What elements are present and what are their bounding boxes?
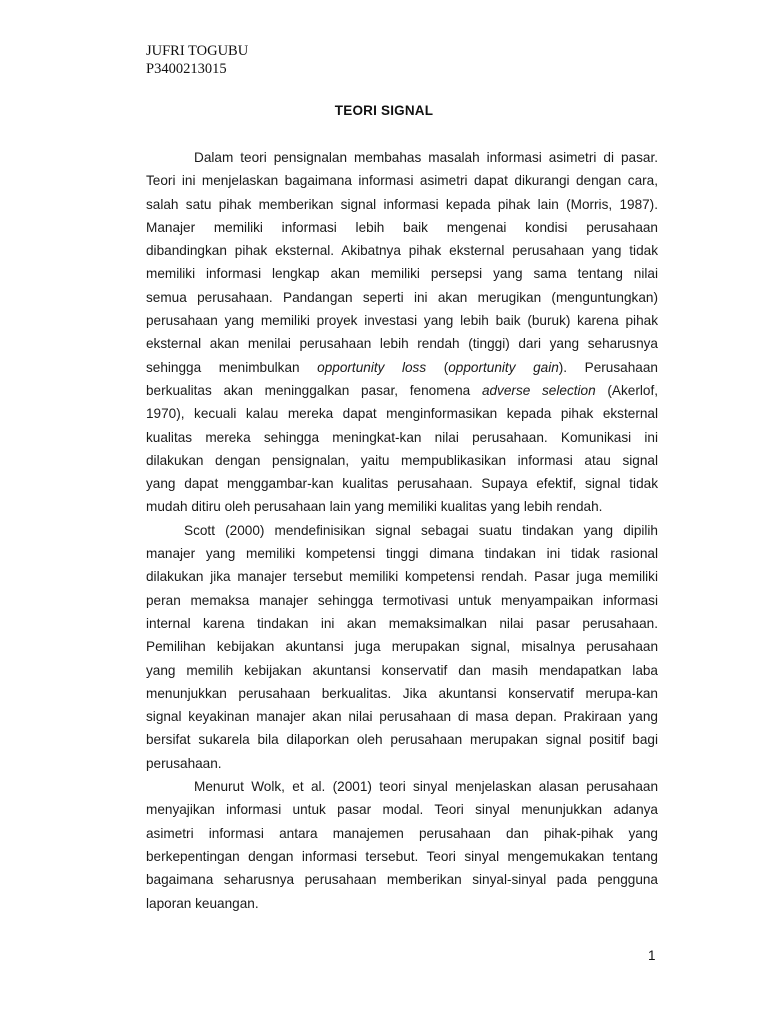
paragraph-line: bersifat sukarela bila dilaporkan oleh perusahaan merupakan signal positif bagi xyxy=(146,732,658,748)
paragraph-line: Manajer memiliki informasi lebih baik mengenai kondisi perusahaan xyxy=(146,219,658,235)
paragraph-line-italic-terms xyxy=(146,356,658,379)
line-text: sehingga menimbulkan xyxy=(146,359,318,375)
paragraph-line: kualitas mereka sehingga meningkat-kan nilai perusahaan. Komunikasi ini xyxy=(146,429,658,445)
paragraph-line: asimetri informasi antara manajemen perusahaan dan pihak-pihak yang xyxy=(146,825,658,841)
line-text: ( xyxy=(426,359,449,375)
paragraph-line: yang memilih kebijakan akuntansi konservatif dan masih mendapatkan laba xyxy=(146,662,658,678)
author-name: JUFRI TOGUBU xyxy=(146,43,249,59)
paragraph-line: Pemilihan kebijakan akuntansi juga merupakan signal, misalnya perusahaan xyxy=(146,639,658,655)
page-number: 1 xyxy=(648,948,656,963)
paragraph-line: internal karena tindakan ini akan memaksimalkan nilai pasar perusahaan. xyxy=(146,615,658,631)
paragraph-line: semua perusahaan. Pandangan seperti ini akan merugikan (menguntungkan) xyxy=(146,289,658,305)
paragraph-line: Dalam teori pensignalan membahas masalah informasi asimetri di pasar. xyxy=(194,150,658,165)
paragraph-line: signal keyakinan manajer akan nilai perusahaan di masa depan. Prakiraan yang xyxy=(146,709,658,725)
document-body xyxy=(146,146,658,915)
paragraph-line: dilakukan dengan pensignalan, yaitu mempublikasikan informasi atau signal xyxy=(146,452,658,468)
paragraph-line-italic-terms xyxy=(146,379,658,402)
paragraph-line: mudah ditiru oleh perusahaan lain yang memiliki kualitas yang lebih rendah. xyxy=(146,499,603,515)
paragraph-line: salah satu pihak memberikan signal informasi kepada pihak lain (Morris, 1987). xyxy=(146,196,658,212)
line-text: (Akerlof, xyxy=(595,382,658,398)
paragraph-1 xyxy=(146,146,658,519)
paragraph-line: perusahaan yang memiliki proyek investasi yang lebih baik (buruk) karena pihak xyxy=(146,313,658,329)
paragraph-line: 1970), kecuali kalau mereka dapat menginformasikan kepada pihak eksternal xyxy=(146,406,658,422)
italic-term: opportunity gain xyxy=(448,359,559,375)
line-text: ). Perusahaan xyxy=(558,359,658,375)
page-title: TEORI SIGNAL xyxy=(334,103,434,118)
paragraph-line: laporan keuangan. xyxy=(146,895,259,911)
paragraph-line: dilakukan jika manajer tersebut memiliki kompetensi rendah. Pasar juga memiliki xyxy=(146,569,658,585)
paragraph-line: bagaimana seharusnya perusahaan memberikan sinyal-sinyal pada pengguna xyxy=(146,872,658,888)
paragraph-line: Scott (2000) mendefinisikan signal sebagai suatu tindakan yang dipilih xyxy=(184,522,658,538)
italic-term: opportunity loss xyxy=(317,359,427,375)
paragraph-line: berkepentingan dengan informasi tersebut. Teori sinyal mengemukakan tentang xyxy=(146,848,658,864)
paragraph-line: manajer yang memiliki kompetensi tinggi dimana tindakan ini tidak rasional xyxy=(146,546,658,562)
paragraph-line: Menurut Wolk, et al. (2001) teori sinyal menjelaskan alasan perusahaan xyxy=(194,779,658,795)
paragraph-line: yang dapat menggambar-kan kualitas perusahaan. Supaya efektif, signal tidak xyxy=(146,476,658,492)
paragraph-line: peran memaksa manajer sehingga termotivasi untuk menyampaikan informasi xyxy=(146,592,658,608)
paragraph-line: eksternal akan menilai perusahaan lebih rendah (tinggi) dari yang seharusnya xyxy=(146,336,658,352)
line-text: berkualitas akan meninggalkan pasar, fenomena xyxy=(146,382,482,398)
document-header xyxy=(146,42,248,78)
paragraph-line: menunjukkan perusahaan berkualitas. Jika akuntansi konservatif merupa-kan xyxy=(146,685,658,701)
paragraph-line: menyajikan informasi untuk pasar modal. Teori sinyal menunjukkan adanya xyxy=(146,802,658,818)
italic-term: adverse selection xyxy=(481,382,596,398)
paragraph-line: memiliki informasi lengkap akan memiliki persepsi yang sama tentang nilai xyxy=(146,266,658,282)
paragraph-line: dibandingkan pihak eksternal. Akibatnya pihak eksternal perusahaan yang tidak xyxy=(146,243,658,259)
paragraph-line: perusahaan. xyxy=(146,755,222,771)
paragraph-2 xyxy=(146,519,658,775)
paragraph-3 xyxy=(146,775,658,915)
paragraph-line: Teori ini menjelaskan bagaimana informasi asimetri dapat dikurangi dengan cara, xyxy=(146,173,658,189)
student-id: P3400213015 xyxy=(146,61,227,77)
